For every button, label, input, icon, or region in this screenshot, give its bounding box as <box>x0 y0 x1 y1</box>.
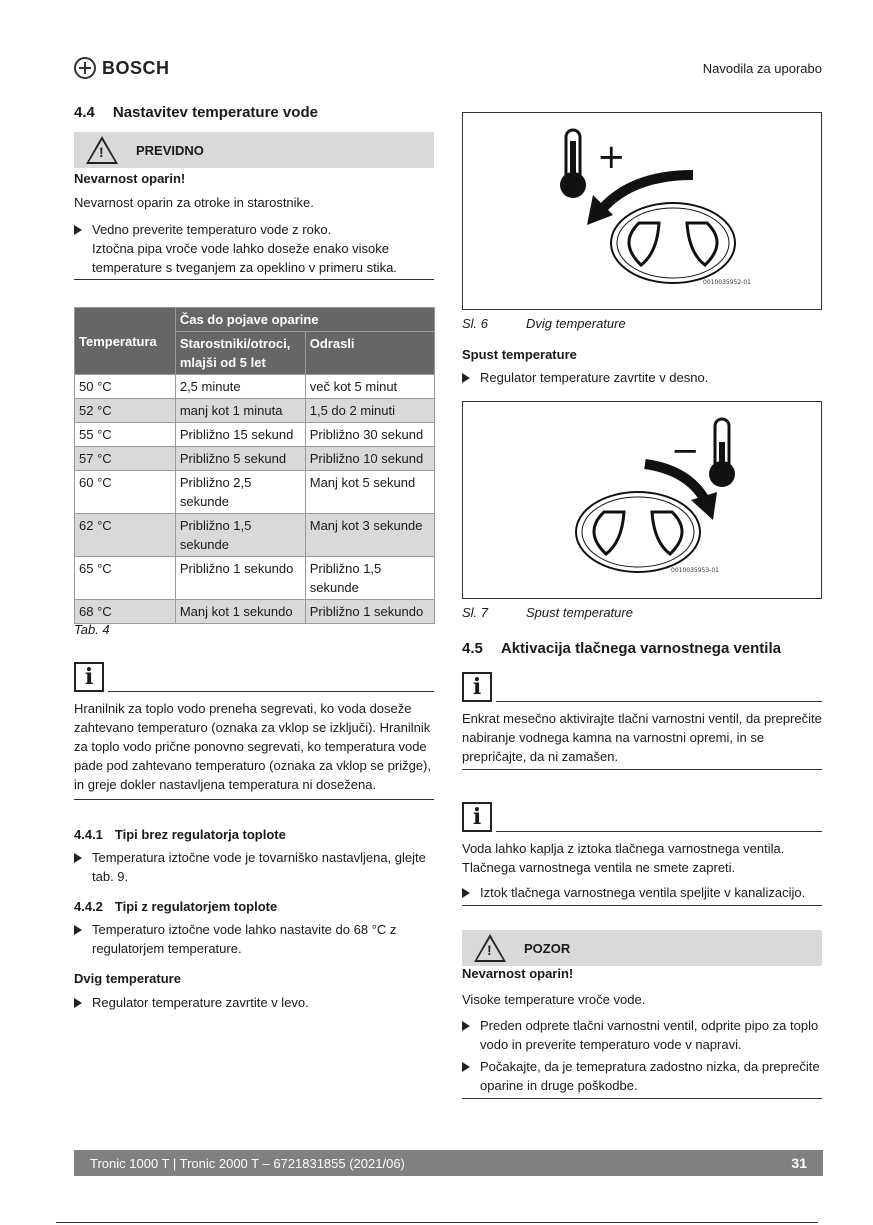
bullet-arrow-icon <box>462 888 470 898</box>
table-row <box>75 375 435 399</box>
text-line: za toplo vodo prične ponovno segrevati, ko temperatura vode <box>74 739 427 754</box>
bullet-line: Temperatura iztočne vode je tovarniško nastavljena, glejte <box>92 850 426 865</box>
cell: manj kot 1 minuta <box>175 399 305 423</box>
info-text-2 <box>462 709 822 766</box>
cell: 68 °C <box>75 600 176 624</box>
cell: 57 °C <box>75 447 176 471</box>
text-line: Hranilnik za toplo vodo preneha segrevati, ko voda doseže <box>74 701 412 716</box>
cell: Približno 5 sekund <box>175 447 305 471</box>
divider <box>462 905 822 906</box>
bullet-line: Iztočna pipa vroče vode lahko doseže enako visoke <box>92 241 390 256</box>
bullet-line: Temperaturo iztočne vode lahko nastavite do 68 °C z <box>92 922 397 937</box>
info-3-bullet <box>462 883 822 902</box>
table-row <box>75 399 435 423</box>
table-row <box>75 600 435 624</box>
hazard-text: Visoke temperature vroče vode. <box>462 992 646 1007</box>
section-4-4-2-heading <box>74 899 277 914</box>
bullet-line: Iztok tlačnega varnostnega ventila speljite v kanalizacijo. <box>480 885 806 900</box>
cell: Približno 2,5 sekunde <box>175 471 305 514</box>
cell: Manj kot 5 sekund <box>305 471 434 514</box>
figure-caption-text: Spust temperature <box>526 605 633 620</box>
section-4-4-heading <box>74 104 318 121</box>
text-line: pade pod zahtevano temperaturo (oznaka za vklop se prižge), <box>74 758 431 773</box>
table-row <box>75 423 435 447</box>
bullet-arrow-icon <box>462 373 470 383</box>
section-number: 4.4 <box>74 104 95 121</box>
bullet-arrow-icon <box>74 853 82 863</box>
thermometer-icon <box>560 130 586 198</box>
info-rule <box>108 691 434 692</box>
section-4-5-heading <box>462 640 781 657</box>
info-block-1 <box>74 662 434 692</box>
section-title: Tipi z regulatorjem toplote <box>114 899 278 914</box>
table-row <box>75 471 435 514</box>
minus-sign: − <box>671 431 700 471</box>
section-number: 4.5 <box>462 640 483 657</box>
page-footer <box>74 1150 823 1176</box>
text-line: Tlačnega varnostnega ventila ne smete zapreti. <box>462 860 736 875</box>
warning-bar <box>462 930 822 966</box>
bullet-line: vodo in preverite temperaturo vode v napravi. <box>480 1037 742 1052</box>
bullet-line: Vedno preverite temperaturo vode z roko. <box>92 222 332 237</box>
info-rule <box>496 701 822 702</box>
col-children-l1: Starostniki/otroci, <box>179 336 291 351</box>
figure-number: Sl. 7 <box>462 605 489 620</box>
cell: Približno 1,5 sekunde <box>175 514 305 557</box>
figure-code: 0010035953-01 <box>671 567 719 574</box>
warning-bullet <box>462 1057 822 1095</box>
cell: Manj kot 3 sekunde <box>305 514 434 557</box>
info-block-3 <box>462 802 822 832</box>
cell: Približno 1,5 sekunde <box>305 557 434 600</box>
divider <box>74 799 434 800</box>
cell: 52 °C <box>75 399 176 423</box>
spust-title: Spust temperature <box>462 347 577 362</box>
bullet-arrow-icon <box>74 225 82 235</box>
bullet-line: Preden odprete tlačni varnostni ventil, odprite pipo za toplo <box>480 1018 819 1033</box>
table-row <box>75 447 435 471</box>
divider <box>74 279 434 280</box>
hazard-text: Nevarnost oparin za otroke in starostnike. <box>74 195 314 210</box>
cell: 55 °C <box>75 423 176 447</box>
hazard-title: Nevarnost oparin! <box>462 966 574 981</box>
warning-label: POZOR <box>524 940 571 956</box>
bullet-arrow-icon <box>462 1021 470 1031</box>
text-line: prepričajte, da ni zamašen. <box>462 749 619 764</box>
bullet-4-4-2 <box>74 920 434 958</box>
info-text-3 <box>462 839 822 877</box>
info-block-2 <box>462 672 822 702</box>
cell: Približno 1 sekundo <box>305 600 434 624</box>
footer-text: Tronic 1000 T | Tronic 2000 T – 6721831855 (2021/06) <box>90 1155 405 1171</box>
brand-name: BOSCH <box>102 57 170 78</box>
cell: 60 °C <box>75 471 176 514</box>
warning-bullet <box>462 1016 822 1054</box>
knob-icon <box>611 203 735 283</box>
col-group-time: Čas do pojave oparine <box>175 308 434 332</box>
cell: 62 °C <box>75 514 176 557</box>
col-adults: Odrasli <box>305 332 434 375</box>
bullet-line: Regulator temperature zavrtite v levo. <box>92 995 309 1010</box>
dvig-bullet <box>74 993 434 1012</box>
cell: Približno 30 sekund <box>305 423 434 447</box>
dvig-title: Dvig temperature <box>74 971 181 986</box>
bullet-4-4-1 <box>74 848 434 886</box>
info-text-1 <box>74 699 434 794</box>
figure-7 <box>462 401 822 599</box>
cell: 1,5 do 2 minuti <box>305 399 434 423</box>
warning-bullet <box>74 220 434 277</box>
section-title: Aktivacija tlačnega varnostnega ventila <box>500 640 781 657</box>
divider <box>462 1098 822 1099</box>
bullet-line: regulatorjem temperature. <box>92 941 242 956</box>
section-number: 4.4.1 <box>74 827 103 842</box>
bullet-line: oparine in druge poškodbe. <box>480 1078 638 1093</box>
figure-6-caption <box>462 316 626 331</box>
page-number: 31 <box>791 1155 807 1171</box>
info-icon: i <box>462 672 492 702</box>
info-icon: i <box>462 802 492 832</box>
cell: Približno 1 sekundo <box>175 557 305 600</box>
bullet-arrow-icon <box>74 998 82 1008</box>
cell: Manj kot 1 sekundo <box>175 600 305 624</box>
text-line: nabiranje vodnega kamna na varnostni opremi, in se <box>462 730 765 745</box>
section-number: 4.4.2 <box>74 899 103 914</box>
thermometer-icon <box>709 419 735 487</box>
scald-time-table <box>74 307 435 624</box>
bullet-line: Počakajte, da je temepratura zadostno nizka, da preprečite <box>480 1059 820 1074</box>
doc-title: Navodila za uporabo <box>702 61 822 76</box>
col-children-l2: mlajši od 5 let <box>179 355 266 370</box>
plus-sign: + <box>597 137 626 177</box>
figure-code: 0010035952-01 <box>703 279 751 286</box>
temperature-raise-illustration <box>463 113 821 309</box>
table-row <box>75 514 435 557</box>
warning-icon <box>86 136 118 164</box>
text-line: in greje dokler nastavljena temperatura ni dosežena. <box>74 777 377 792</box>
warning-bar <box>74 132 434 168</box>
text-line: zahtevano temperaturo (oznaka za vklop se izključi). Hranilnik <box>74 720 431 735</box>
section-4-4-1-heading <box>74 827 286 842</box>
section-title: Tipi brez regulatorja toplote <box>114 827 286 842</box>
brand-logo <box>74 57 170 79</box>
col-temperature: Temperatura <box>75 308 176 375</box>
temperature-lower-illustration <box>463 402 821 598</box>
bottom-rule <box>56 1222 818 1223</box>
warning-label: PREVIDNO <box>136 142 204 158</box>
table-caption: Tab. 4 <box>74 622 110 637</box>
bullet-arrow-icon <box>74 925 82 935</box>
warning-icon <box>474 934 506 962</box>
cell: 50 °C <box>75 375 176 399</box>
figure-7-caption <box>462 605 633 620</box>
bullet-line: tab. 9. <box>92 869 129 884</box>
cell: 65 °C <box>75 557 176 600</box>
figure-number: Sl. 6 <box>462 316 489 331</box>
figure-6 <box>462 112 822 310</box>
cell: več kot 5 minut <box>305 375 434 399</box>
bullet-line: Regulator temperature zavrtite v desno. <box>480 370 709 385</box>
cell: Približno 15 sekund <box>175 423 305 447</box>
text-line: Voda lahko kaplja z iztoka tlačnega varnostnega ventila. <box>462 841 785 856</box>
divider <box>462 769 822 770</box>
info-icon: i <box>74 662 104 692</box>
figure-caption-text: Dvig temperature <box>526 316 626 331</box>
bullet-line: temperature s tveganjem za opeklino v primeru stika. <box>92 260 397 275</box>
text-line: Enkrat mesečno aktivirajte tlačni varnostni ventil, da preprečite <box>462 711 822 726</box>
hazard-title: Nevarnost oparin! <box>74 171 186 186</box>
bullet-arrow-icon <box>462 1062 470 1072</box>
info-rule <box>496 831 822 832</box>
knob-icon <box>576 492 700 572</box>
col-children <box>175 332 305 375</box>
bosch-logo-icon <box>74 57 96 79</box>
spust-bullet <box>462 368 822 387</box>
cell: 2,5 minute <box>175 375 305 399</box>
table-row <box>75 557 435 600</box>
cell: Približno 10 sekund <box>305 447 434 471</box>
section-title: Nastavitev temperature vode <box>112 104 318 121</box>
